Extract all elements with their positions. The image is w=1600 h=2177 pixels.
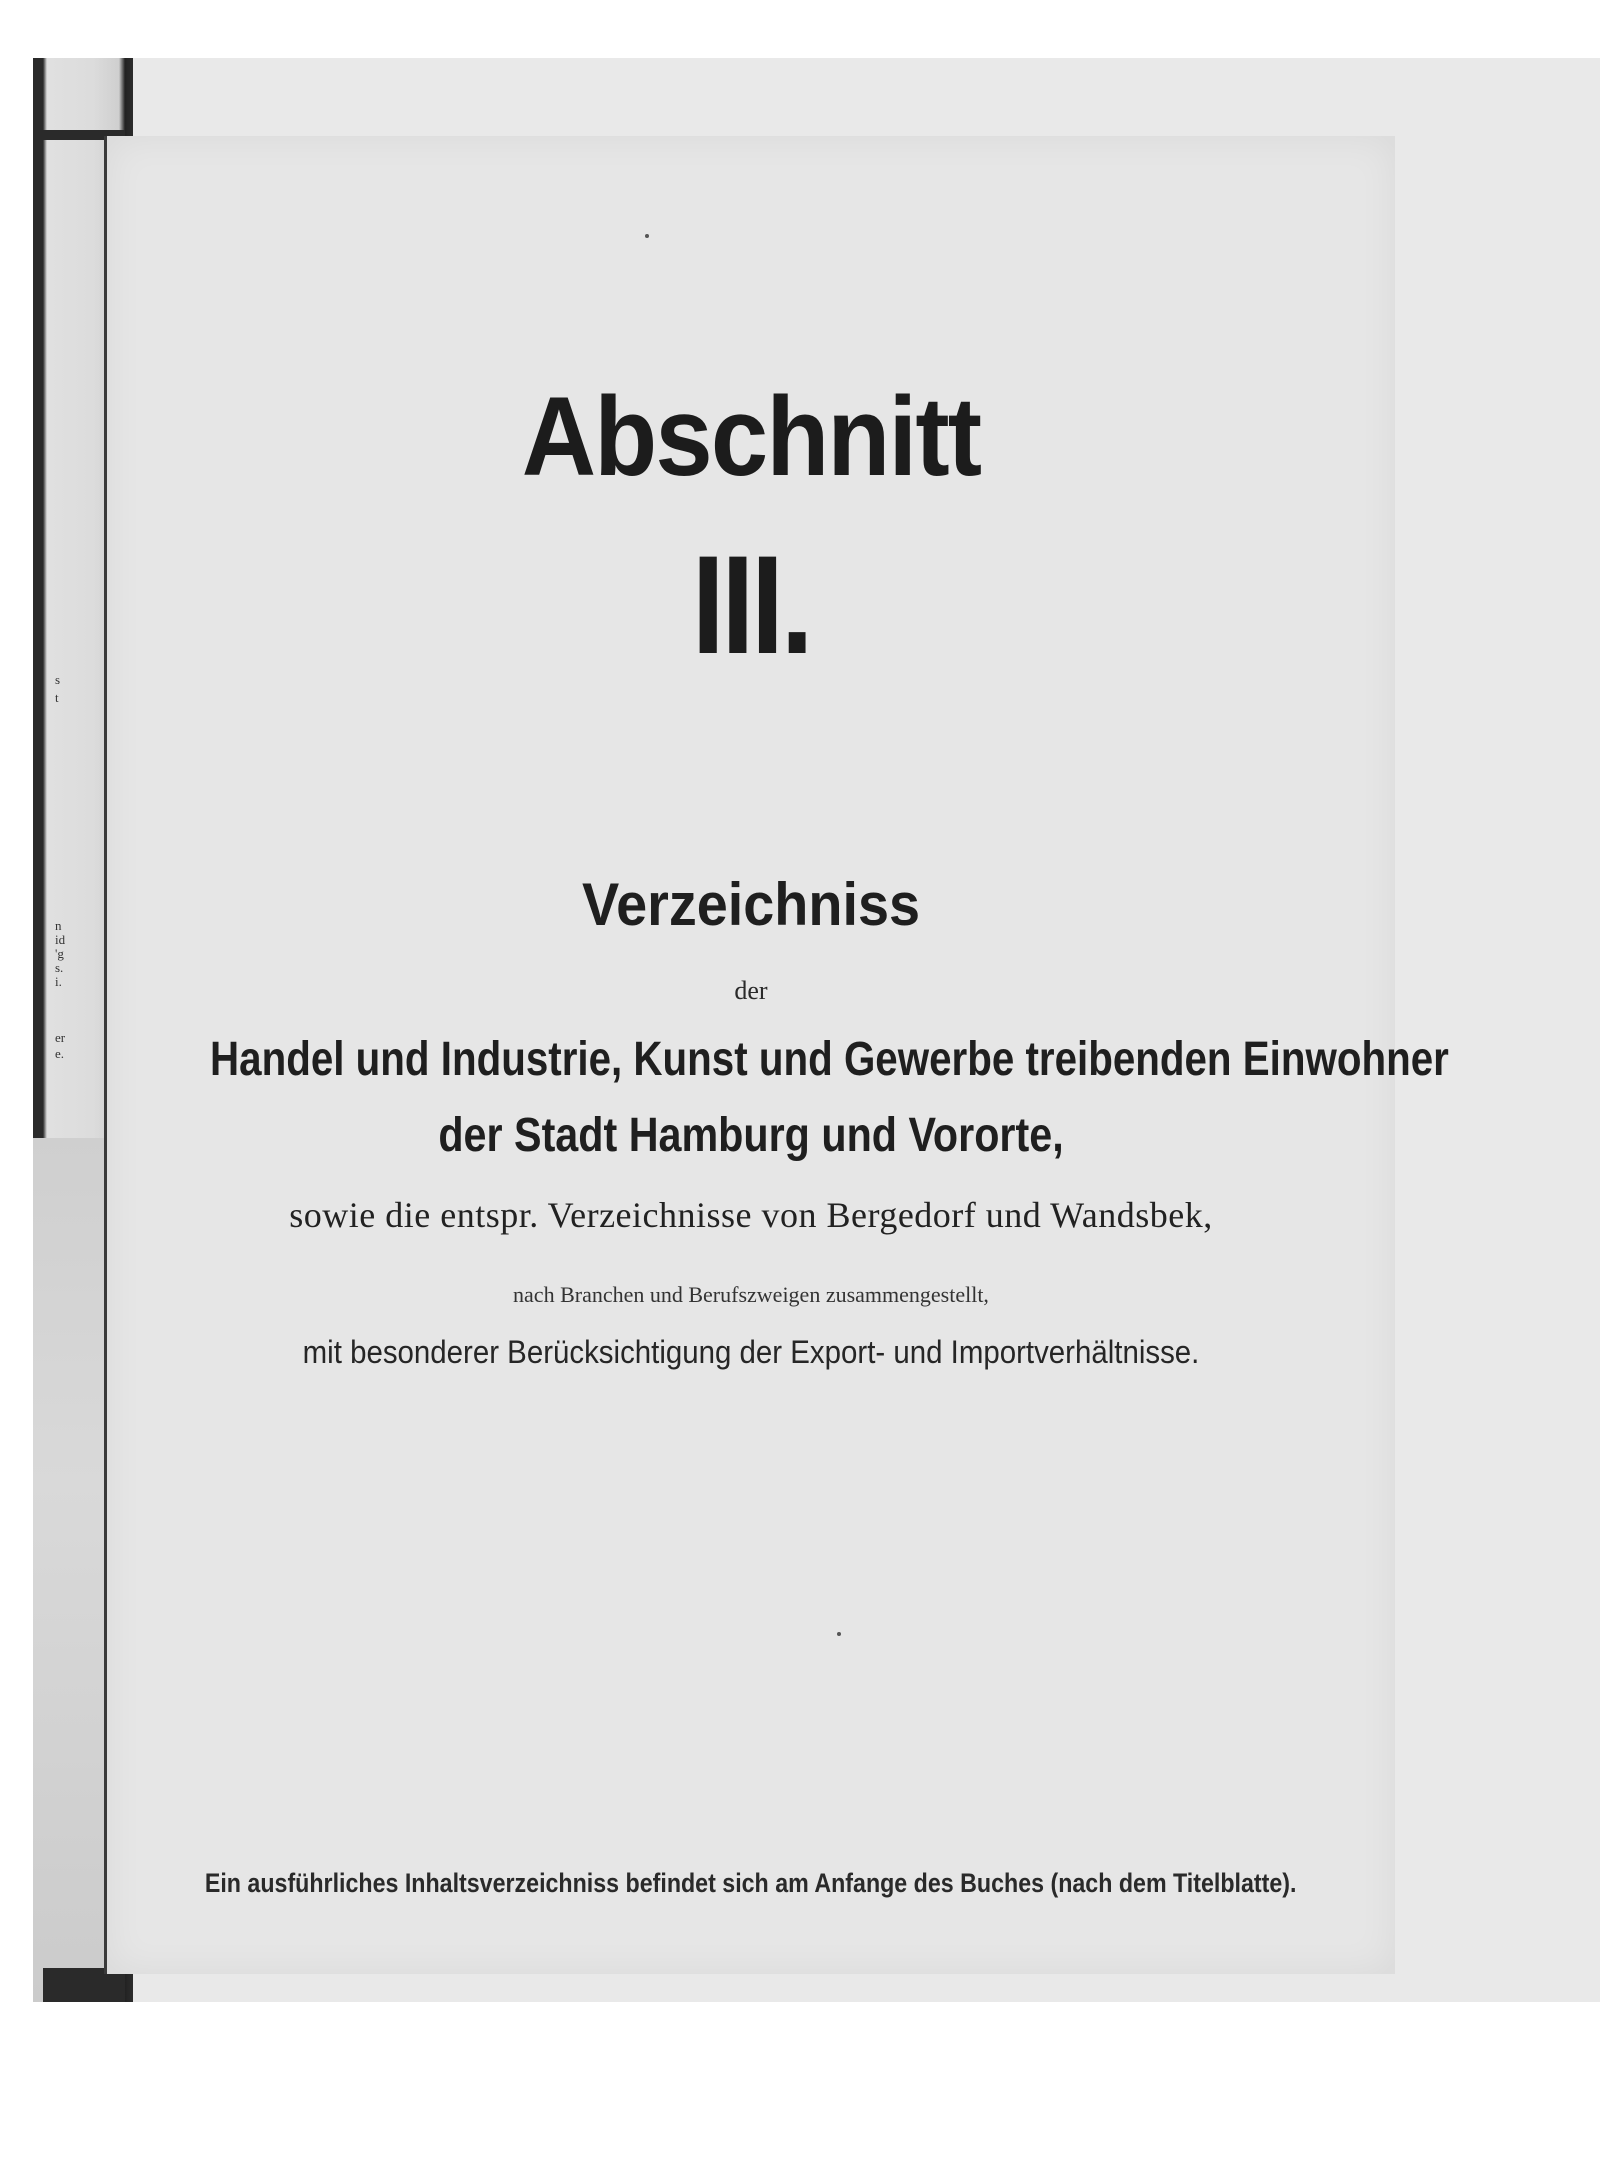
arrangement-note: nach Branchen und Berufszweigen zusammengestellt, — [513, 1282, 989, 1307]
document-page — [104, 136, 1449, 1974]
adjacent-fragment: s. — [55, 960, 64, 975]
adjacent-fragment: id — [55, 932, 66, 947]
export-note: mit besonderer Berücksichtigung der Export- und Importverhältnisse. — [302, 1334, 1200, 1370]
subtitle-line-1: Handel und Industrie, Kunst und Gewerbe treibenden Einwohner — [210, 1033, 1449, 1086]
paper-speck — [645, 234, 649, 238]
paper-speck — [837, 1632, 841, 1636]
directory-title: Verzeichniss — [581, 871, 921, 938]
subtitle-line-3: sowie die entspr. Verzeichnisse von Bergedorf und Wandsbek, — [289, 1195, 1213, 1235]
adjacent-fragment: n — [55, 918, 62, 933]
section-numeral: III. — [691, 526, 811, 683]
adjacent-fragment: 'g — [55, 946, 64, 961]
footnote — [177, 1868, 1325, 1899]
adjacent-fragment: e. — [55, 1046, 65, 1061]
adjacent-fragment: i. — [55, 974, 62, 989]
adjacent-fragment: t — [55, 690, 59, 705]
adjacent-fragment: er — [55, 1030, 66, 1045]
section-heading: Abschnitt — [521, 374, 981, 499]
footnote-text: Ein ausführliches Inhaltsverzeichniss befindet sich am Anfange des Buches (nach dem Titelblatte). — [205, 1868, 1297, 1898]
adjacent-fragment: s — [55, 672, 61, 687]
subtitle-line-2: der Stadt Hamburg und Vororte, — [438, 1109, 1064, 1162]
title-connector: der — [734, 976, 768, 1005]
